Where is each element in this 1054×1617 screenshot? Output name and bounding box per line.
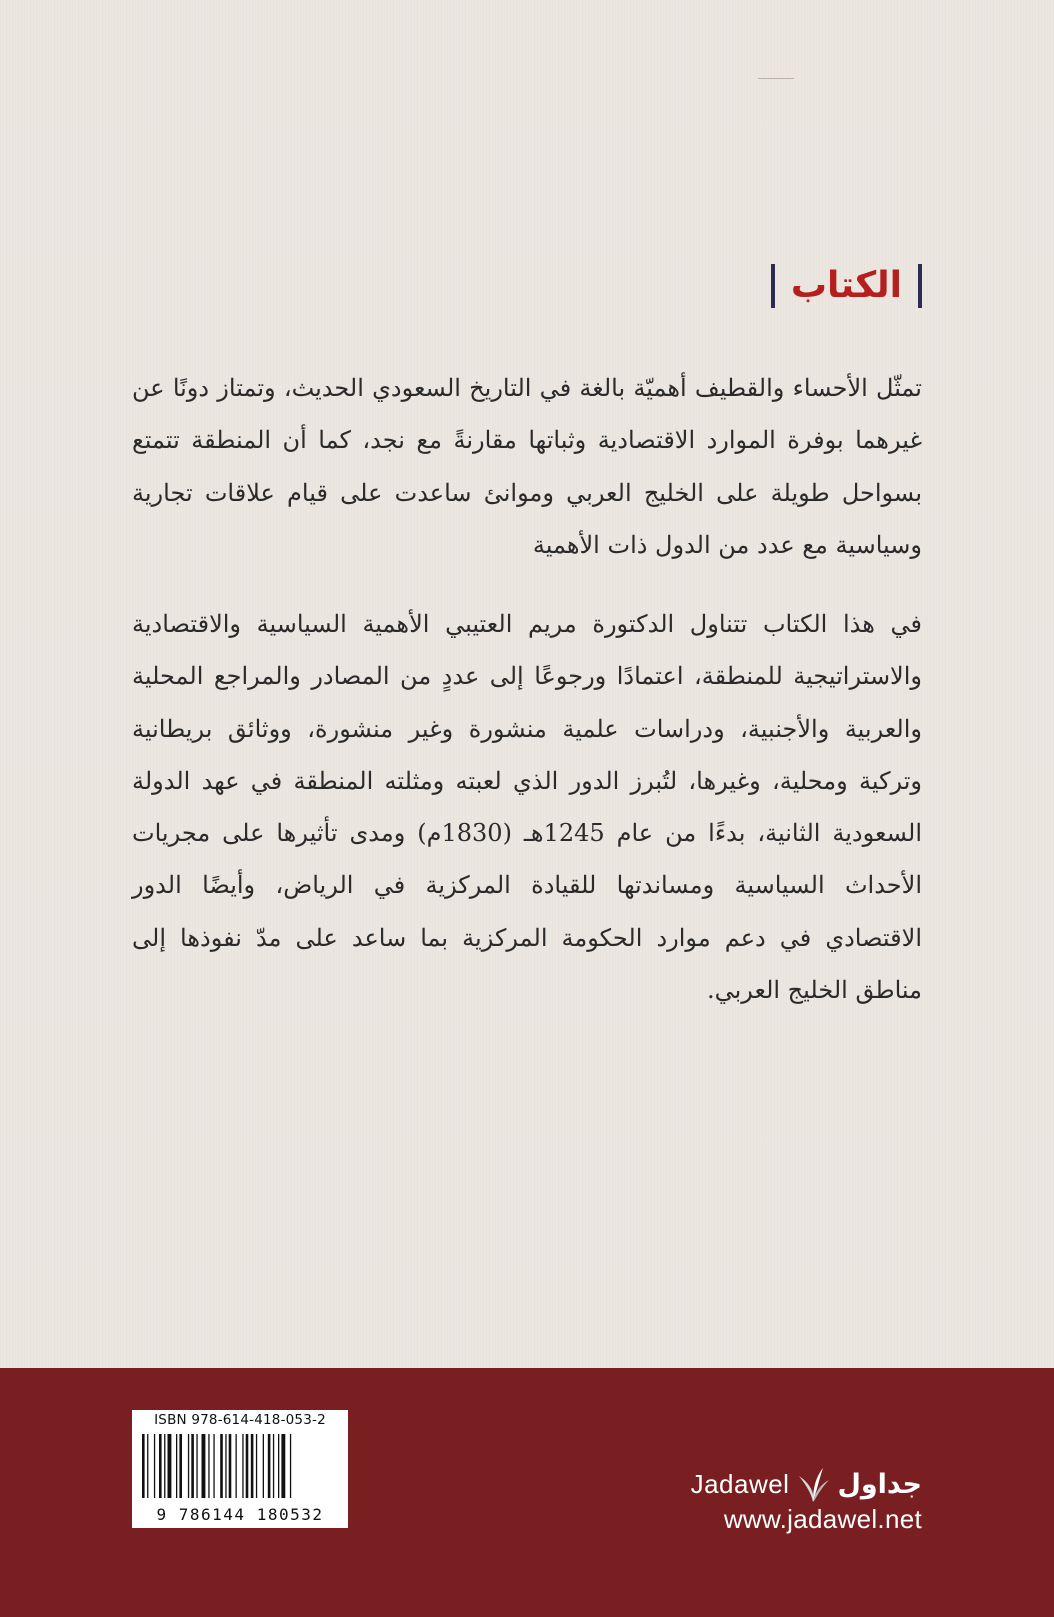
barcode-digits: 9 786144 180532 — [156, 1505, 324, 1524]
isbn-barcode-box — [132, 1410, 348, 1528]
barcode-icon — [140, 1434, 340, 1498]
leaf-logo-icon — [795, 1464, 831, 1504]
divider — [758, 78, 794, 79]
heading-bar-right — [918, 264, 922, 308]
publisher-name-arabic: جداول — [837, 1468, 922, 1500]
isbn-label: ISBN 978-614-418-053-2 — [154, 1412, 326, 1428]
paragraph-summary: في هذا الكتاب تتناول الدكتورة مريم العتيبي الأهمية السياسية والاقتصادية والاستراتيجية للمنطقة، اعتمادًا ورجوعًا إلى عددٍ من المصادر والمراجع المحلية والعربية والأجنبية، ودراسات علمية منشورة وغير منشورة، ووثائق بريطانية وتركية ومحلية، وغيرها، لتُبرز الدور الذي لعبته ومثلته المنطقة في عهد الدولة السعودية الثانية، بدءًا من عام 1245هـ (1830م) ومدى تأثيرها على مجريات الأحداث السياسية ومساندتها للقيادة المركزية في الرياض، وأيضًا الدور الاقتصادي في دعم موارد الحكومة المركزية بما ساعد على مدّ نفوذها إلى مناطق الخليج العربي. — [132, 610, 923, 1005]
publisher-name-latin: Jadawel — [690, 1468, 790, 1499]
paragraph-intro: تمثّل الأحساء والقطيف أهميّة بالغة في التاريخ السعودي الحديث، وتمتاز دونًا عن غيرهما بوفرة الموارد الاقتصادية وثباتها مقارنةً مع نجد، كما أن المنطقة تتمتع بسواحل طويلة على الخليج العربي وموانئ ساعدت على قيام علاقات تجارية وسياسية مع عدد من الدول ذات الأهمية — [132, 374, 922, 559]
publisher-block — [662, 1464, 922, 1534]
publisher-website[interactable]: www.jadawel.net — [723, 1504, 922, 1534]
heading-title: الكتاب — [790, 265, 902, 306]
section-heading — [771, 264, 922, 308]
heading-bar-left — [771, 264, 775, 308]
publisher-brand — [691, 1464, 922, 1504]
